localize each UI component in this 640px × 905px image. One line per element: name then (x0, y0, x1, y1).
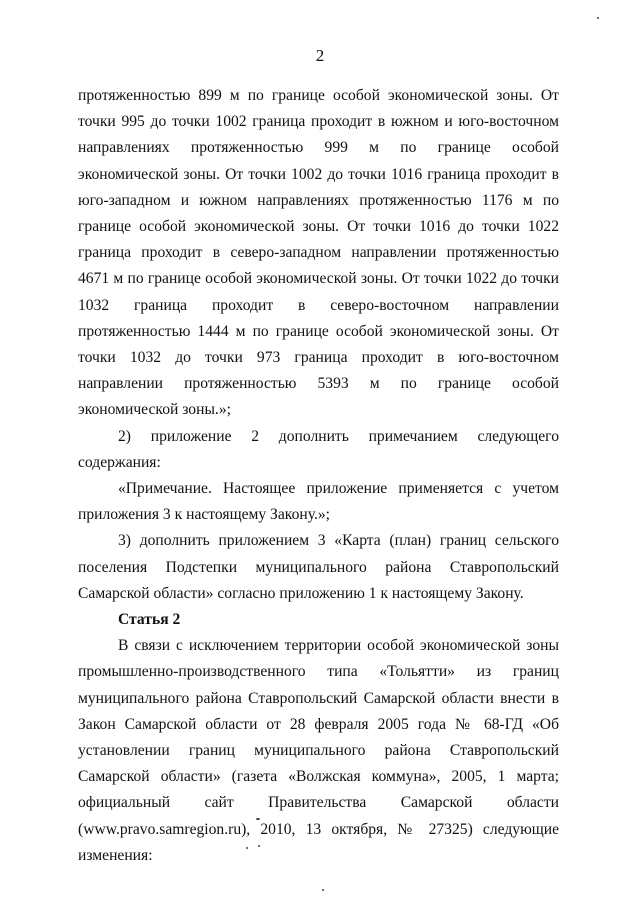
article-paragraph: В связи с исключением территории особой экономической зоны промышленно-производственного типа «Тольятти» из границ муниципального района Ставропольский Самарской области внести в Закон Самарской области от 28 февраля 2005 года № 68-ГД «Об установлении границ муниципального района Ставропольский Самарской области» (газета «Волжская коммуна», 2005, 1 марта; официальный сайт Правительства Самарской области (www.pravo.samregion.ru), 2010, 13 октября, № 27325) следующие изменения: (78, 637, 559, 864)
scan-speck (322, 889, 324, 891)
scan-speck (246, 847, 248, 849)
scan-speck (258, 845, 260, 847)
continued-paragraph: протяженностью 899 м по границе особой экономической зоны. От точки 995 до точки 1002 граница проходит в южном и юго-восточном направлениях протяженностью 999 м по границе особой экономической зоны. От точки 1002 до точки 1016 граница проходит в юго-западном и южном направлениях протяженностью 1176 м по границе особой экономической зоны. От точки 1016 до точки 1022 граница проходит в северо-западном направлении протяженностью 4671 м по границе особой экономической зоны. От точки 1022 до точки 1032 граница проходит в северо-восточном направлении протяженностью 1444 м по границе особой экономической зоны. От точки 1032 до точки 973 граница проходит в юго-восточном направлении протяженностью 5393 м по границе особой экономической зоны.»; (78, 87, 559, 419)
document-body (78, 83, 559, 869)
scan-speck (256, 818, 260, 820)
article-heading: Статья 2 (118, 611, 181, 629)
note-paragraph: «Примечание. Настоящее приложение применяется с учетом приложения 3 к настоящему Закону.»; (78, 480, 559, 524)
amendment-item-2: 2) приложение 2 дополнить примечанием следующего содержания: (78, 427, 559, 471)
scan-speck (597, 17, 599, 19)
amendment-item-3: 3) дополнить приложением 3 «Карта (план) границ сельского поселения Подстепки муниципального района Ставропольский Самарской области» согласно приложению 1 к настоящему Закону. (78, 532, 559, 602)
page-number: 2 (315, 46, 325, 65)
